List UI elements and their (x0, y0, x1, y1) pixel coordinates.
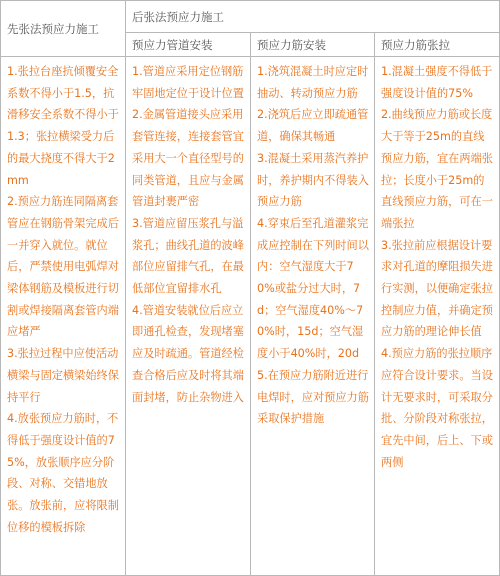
column-tendon-tensioning (374, 56, 500, 576)
duct-item-3: 3.管道应留压浆孔与溢浆孔；曲线孔道的波峰部位应留排气孔，在最低部位宜留排水孔 (132, 216, 244, 296)
tendon-item-2: 2.浇筑后应立即疏通管道，确保其畅通 (257, 108, 369, 144)
duct-item-2: 2.金属管道接头应采用套管连接，连接套管宜采用大一个直径型号的同类管道，且应与金属管道封裹严密 (132, 108, 244, 209)
tension-item-2: 2.曲线预应力筋或长度大于等于25m的直线预应力筋，宜在两端张拉；长度小于25m的直线预应力筋，可在一端张拉 (381, 108, 493, 230)
pretension-item-1: 1.张拉台座抗倾覆安全系数不得小于1.5，抗滑移安全系数不得小于1.3；张拉横梁受力后的最大挠度不得大于2mm (7, 65, 119, 187)
column-duct-installation (125, 56, 251, 576)
header-duct-installation: 预应力管道安装 (125, 32, 251, 57)
tension-item-1: 1.混凝土强度不得低于强度设计值的75% (381, 65, 493, 100)
tendon-item-4: 4.穿束后至孔道灌浆完成应控制在下列时间以内：空气湿度大于70%或盐分过大时，7d；空气湿度40%～70%时，15d；空气湿度小于40%时，20d (257, 216, 369, 361)
duct-item-1: 1.管道应采用定位钢筋牢固地定位于设计位置 (132, 65, 244, 100)
pretension-item-4: 4.放张预应力筋时，不得低于强度设计值的75%，放张顺序应分阶段、对称、交错地放张。放张前，应将限制位移的模板拆除 (7, 412, 119, 534)
column-tendon-installation (250, 56, 375, 576)
pretension-item-2: 2.预应力筋连同隔离套管应在钢筋骨架完成后一并穿入就位。就位后，严禁使用电弧焊对梁体钢筋及模板进行切割或焊接隔离套管内端应堵严 (7, 195, 119, 339)
header-pretension: 先张法预应力施工 (0, 0, 126, 57)
tendon-item-3: 3.混凝土采用蒸汽养护时，养护期内不得装入预应力筋 (257, 151, 369, 209)
pretension-item-3: 3.张拉过程中应使活动横梁与固定横梁始终保持平行 (7, 347, 119, 404)
tendon-item-1: 1.浇筑混凝土时应定时抽动、转动预应力筋 (257, 65, 369, 100)
duct-item-4: 4.管道安装就位后应立即通孔检查，发现堵塞应及时疏通。管道经检查合格后应及时将其端面封堵，防止杂物进入 (132, 303, 244, 404)
header-tendon-installation: 预应力筋安装 (250, 32, 375, 57)
tension-item-4: 4.预应力筋的张拉顺序应符合设计要求。当设计无要求时，可采取分批、分阶段对称张拉，宜先中间，后上、下或两侧 (381, 347, 493, 469)
header-tendon-tensioning: 预应力筋张拉 (374, 32, 500, 57)
tendon-item-5: 5.在预应力筋附近进行电焊时，应对预应力筋采取保护措施 (257, 368, 369, 426)
column-pretension (0, 56, 126, 576)
header-posttension: 后张法预应力施工 (125, 0, 500, 33)
tension-item-3: 3.张拉前应根据设计要求对孔道的摩阻损失进行实测，以便确定张拉控制应力值，并确定预应力筋的理论伸长值 (381, 238, 493, 339)
